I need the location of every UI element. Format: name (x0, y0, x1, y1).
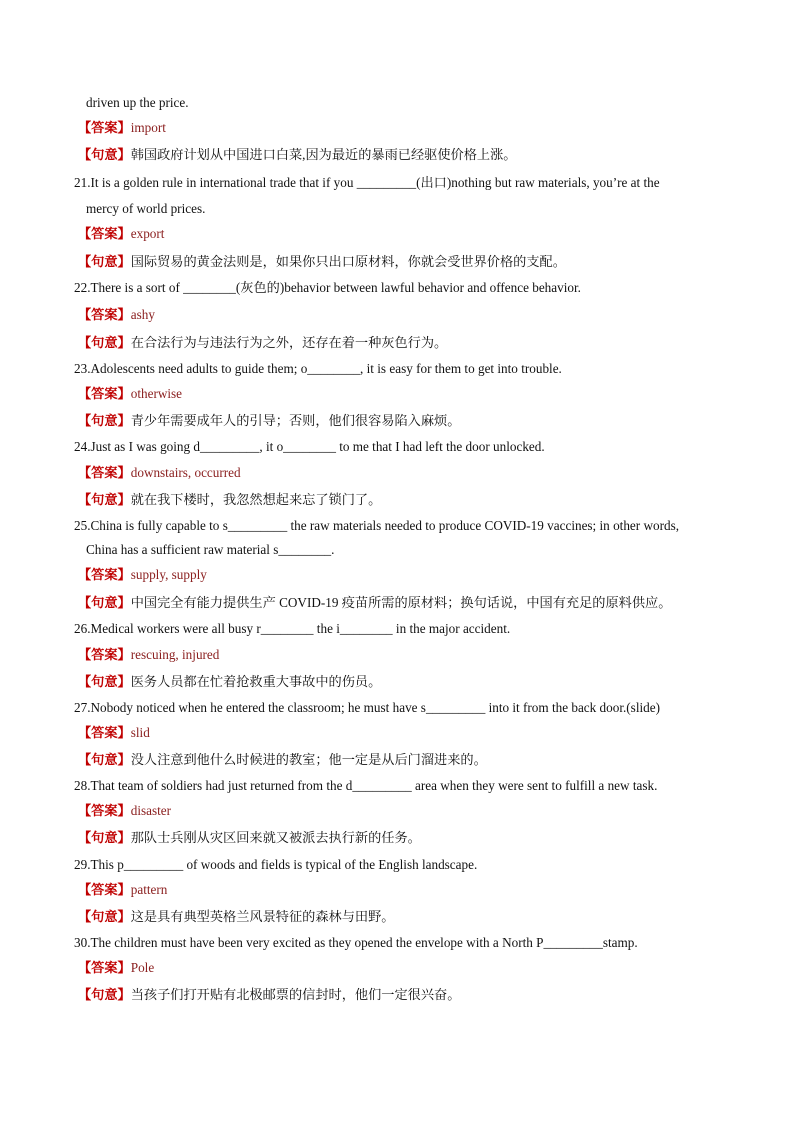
meaning-line (78, 334, 447, 352)
answer-line (78, 802, 171, 820)
meaning-line (78, 908, 395, 926)
meaning-tag: 【句意】 (78, 909, 131, 924)
meaning-line (78, 829, 421, 847)
meaning-tag: 【句意】 (78, 413, 131, 428)
meaning-text: 当孩子们打开贴有北极邮票的信封时，他们一定很兴奋。 (130, 987, 461, 1002)
meaning-tag: 【句意】 (78, 830, 131, 845)
answer-text: Pole (130, 960, 155, 975)
meaning-tag: 【句意】 (78, 147, 131, 162)
meaning-tag: 【句意】 (78, 595, 131, 610)
meaning-text: 韩国政府计划从中国进口白菜,因为最近的暴雨已经驱使价格上涨。 (130, 147, 517, 162)
question-text: mercy of world prices. (86, 201, 206, 216)
meaning-tag: 【句意】 (78, 254, 131, 269)
answer-line (78, 225, 164, 243)
meaning-text: 没人注意到他什么时候进的教室；他一定是从后门溜进来的。 (130, 752, 487, 767)
answer-text: pattern (130, 882, 168, 897)
question-text: 22.There is a sort of ________(灰色的)behavior between lawful behavior and offence behavior. (74, 280, 581, 295)
answer-line (78, 566, 207, 584)
answer-tag: 【答案】 (78, 803, 131, 818)
meaning-line (78, 412, 460, 430)
meaning-text: 这是具有典型英格兰风景特征的森林与田野。 (130, 909, 395, 924)
meaning-tag: 【句意】 (78, 674, 131, 689)
answer-text: supply, supply (130, 567, 207, 582)
answer-text: ashy (130, 307, 155, 322)
answer-tag: 【答案】 (78, 647, 131, 662)
answer-line (78, 119, 166, 137)
question-text: 21.It is a golden rule in international trade that if you _________(出口)nothing but raw materials, you’re at the (74, 175, 660, 190)
meaning-tag: 【句意】 (78, 335, 131, 350)
answer-tag: 【答案】 (78, 882, 131, 897)
answer-tag: 【答案】 (78, 567, 131, 582)
answer-line (78, 646, 219, 664)
answer-tag: 【答案】 (78, 465, 131, 480)
meaning-line (78, 986, 460, 1004)
answer-line (78, 306, 155, 324)
meaning-tag: 【句意】 (78, 492, 131, 507)
answer-text: otherwise (130, 386, 183, 401)
answer-line (78, 385, 182, 403)
answer-line (78, 724, 150, 742)
meaning-line (78, 673, 381, 691)
question-text: 24.Just as I was going d_________, it o________ to me that I had left the door unlocked. (74, 439, 545, 454)
meaning-text: 在合法行为与违法行为之外，还存在着一种灰色行为。 (130, 335, 448, 350)
meaning-text: 医务人员都在忙着抢救重大事故中的伤员。 (130, 674, 382, 689)
question-text: 26.Medical workers were all busy r________ the i________ in the major accident. (74, 621, 511, 636)
meaning-line (78, 751, 487, 769)
answer-tag: 【答案】 (78, 960, 131, 975)
answer-tag: 【答案】 (78, 226, 131, 241)
answer-text: downstairs, occurred (130, 465, 241, 480)
answer-text: disaster (130, 803, 172, 818)
meaning-text: 那队士兵刚从灾区回来就又被派去执行新的任务。 (130, 830, 421, 845)
question-text: 29.This p_________ of woods and fields is typical of the English landscape. (74, 857, 478, 872)
meaning-line (78, 146, 516, 164)
meaning-text: 国际贸易的黄金法则是，如果你只出口原材料，你就会受世界价格的支配。 (130, 254, 566, 269)
answer-tag: 【答案】 (78, 725, 131, 740)
meaning-line (78, 491, 381, 509)
meaning-tag: 【句意】 (78, 987, 131, 1002)
question-text: 23.Adolescents need adults to guide them; o________, it is easy for them to get into trouble. (74, 361, 562, 376)
question-text: 27.Nobody noticed when he entered the classroom; he must have s_________ into it from the back door.(slide) (74, 700, 660, 715)
question-text: 28.That team of soldiers had just returned from the d_________ area when they were sent to fulfill a new task. (74, 778, 658, 793)
question-fragment: driven up the price. (86, 95, 189, 110)
answer-text: rescuing, injured (130, 647, 220, 662)
answer-text: slid (130, 725, 150, 740)
meaning-line (78, 594, 671, 612)
answer-line (78, 959, 154, 977)
answer-tag: 【答案】 (78, 120, 131, 135)
meaning-text: 就在我下楼时，我忽然想起来忘了锁门了。 (130, 492, 382, 507)
answer-text: export (130, 226, 165, 241)
answer-line (78, 881, 167, 899)
meaning-tag: 【句意】 (78, 752, 131, 767)
question-text: 30.The children must have been very excited as they opened the envelope with a North P_________stamp. (74, 935, 638, 950)
answer-tag: 【答案】 (78, 307, 131, 322)
question-text: China has a sufficient raw material s________. (86, 542, 335, 557)
meaning-text: 中国完全有能力提供生产 COVID-19 疫苗所需的原材料；换句话说，中国有充足的原料供应。 (130, 595, 672, 610)
meaning-line (78, 253, 566, 271)
answer-tag: 【答案】 (78, 386, 131, 401)
meaning-text: 青少年需要成年人的引导；否则，他们很容易陷入麻烦。 (130, 413, 461, 428)
answer-text: import (130, 120, 166, 135)
question-text: 25.China is fully capable to s_________ the raw materials needed to produce COVID-19 vaccines; in other words, (74, 518, 680, 533)
answer-line (78, 464, 241, 482)
